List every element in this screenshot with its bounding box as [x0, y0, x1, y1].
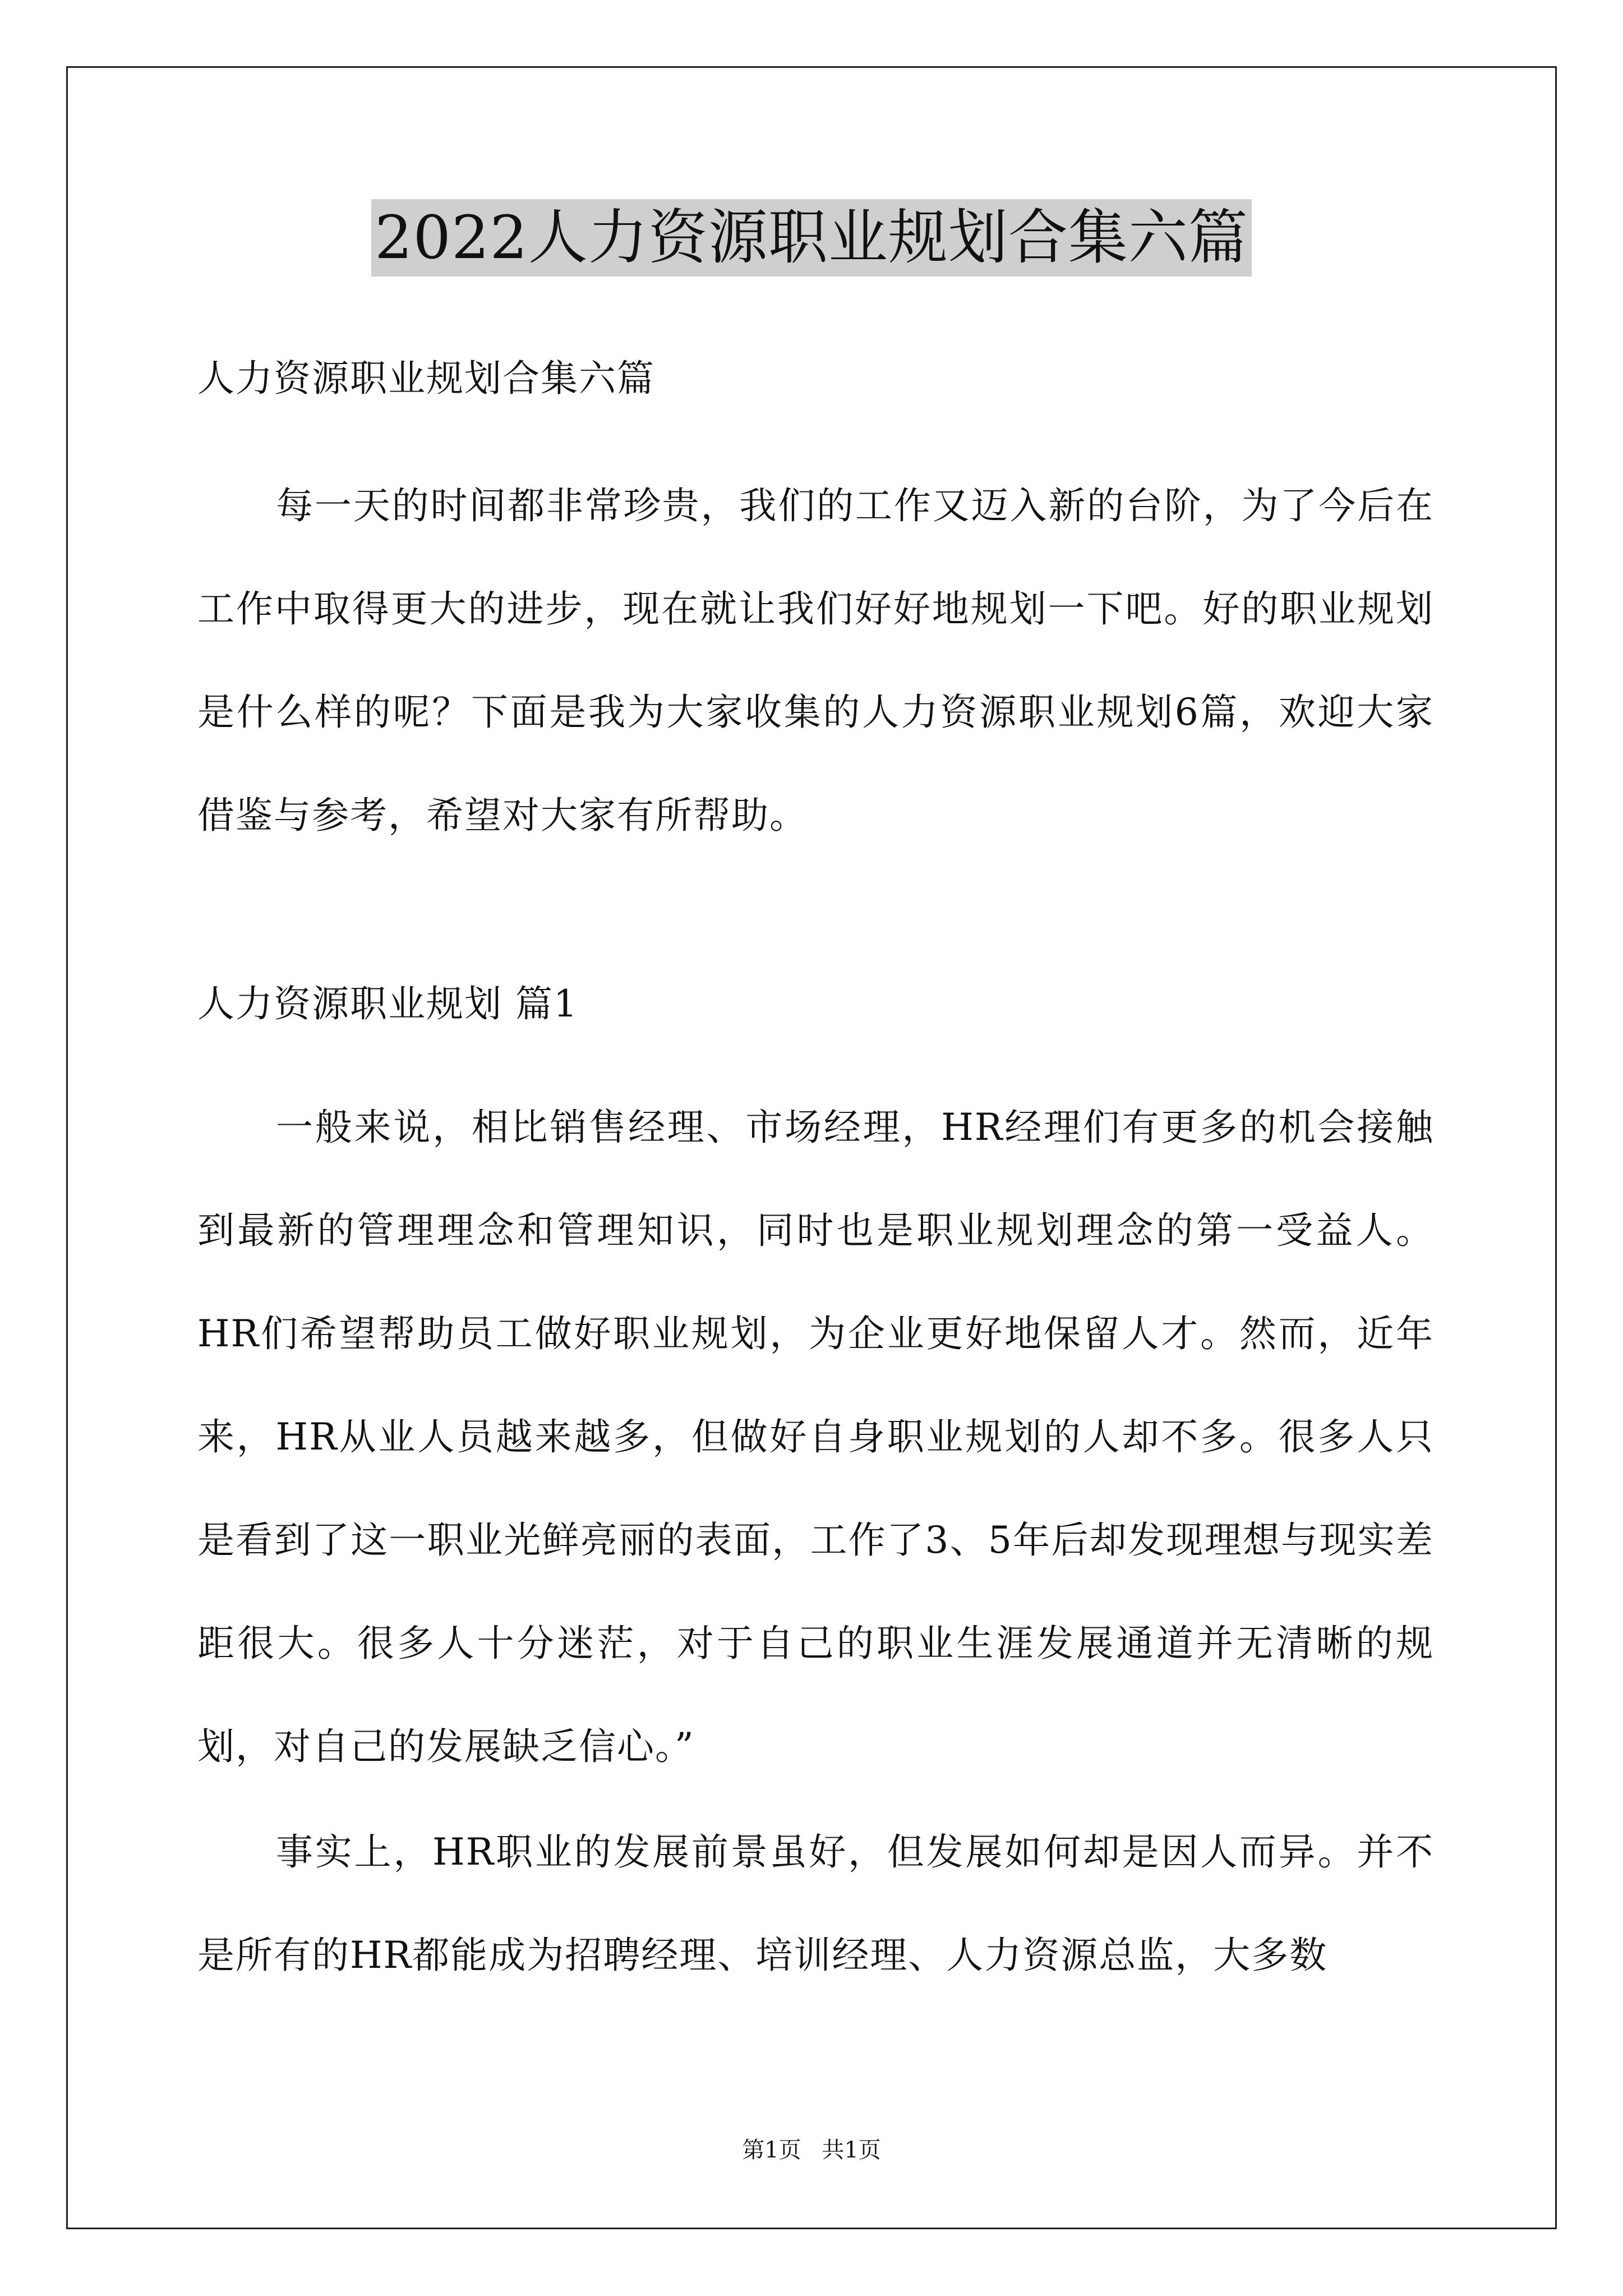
body-paragraph: 事实上，HR职业的发展前景虽好，但发展如何却是因人而异。并不是所有的HR都能成为招聘经理、培训经理、人力资源总监，大多数 [197, 1830, 1434, 1977]
page-footer [0, 2134, 1623, 2166]
title-container [0, 199, 1623, 277]
document-subtitle: 人力资源职业规划合集六篇 [197, 357, 655, 400]
section-heading: 人力资源职业规划 篇1 [197, 982, 578, 1025]
document-title: 2022人力资源职业规划合集六篇 [371, 199, 1252, 277]
page-number: 第1页 [742, 2137, 801, 2163]
body-paragraph: 一般来说，相比销售经理、市场经理，HR经理们有更多的机会接触到最新的管理理念和管理知识，同时也是职业规划理念的第一受益人。HR们希望帮助员工做好职业规划，为企业更好地保留人才。然而，近年来，HR从业人员越来越多，但做好自身职业规划的人却不多。很多人只是看到了这一职业光鲜亮丽的表面，工作了3、5年后却发现理想与现实差距很大。很多人十分迷茫，对于自己的职业生涯发展通道并无清晰的规划，对自己的发展缺乏信心。” [197, 1106, 1434, 1768]
intro-paragraph: 每一天的时间都非常珍贵，我们的工作又迈入新的台阶，为了今后在工作中取得更大的进步，现在就让我们好好地规划一下吧。好的职业规划是什么样的呢？下面是我为大家收集的人力资源职业规划6篇，欢迎大家借鉴与参考，希望对大家有所帮助。 [197, 484, 1434, 837]
page-total: 共1页 [822, 2137, 881, 2163]
